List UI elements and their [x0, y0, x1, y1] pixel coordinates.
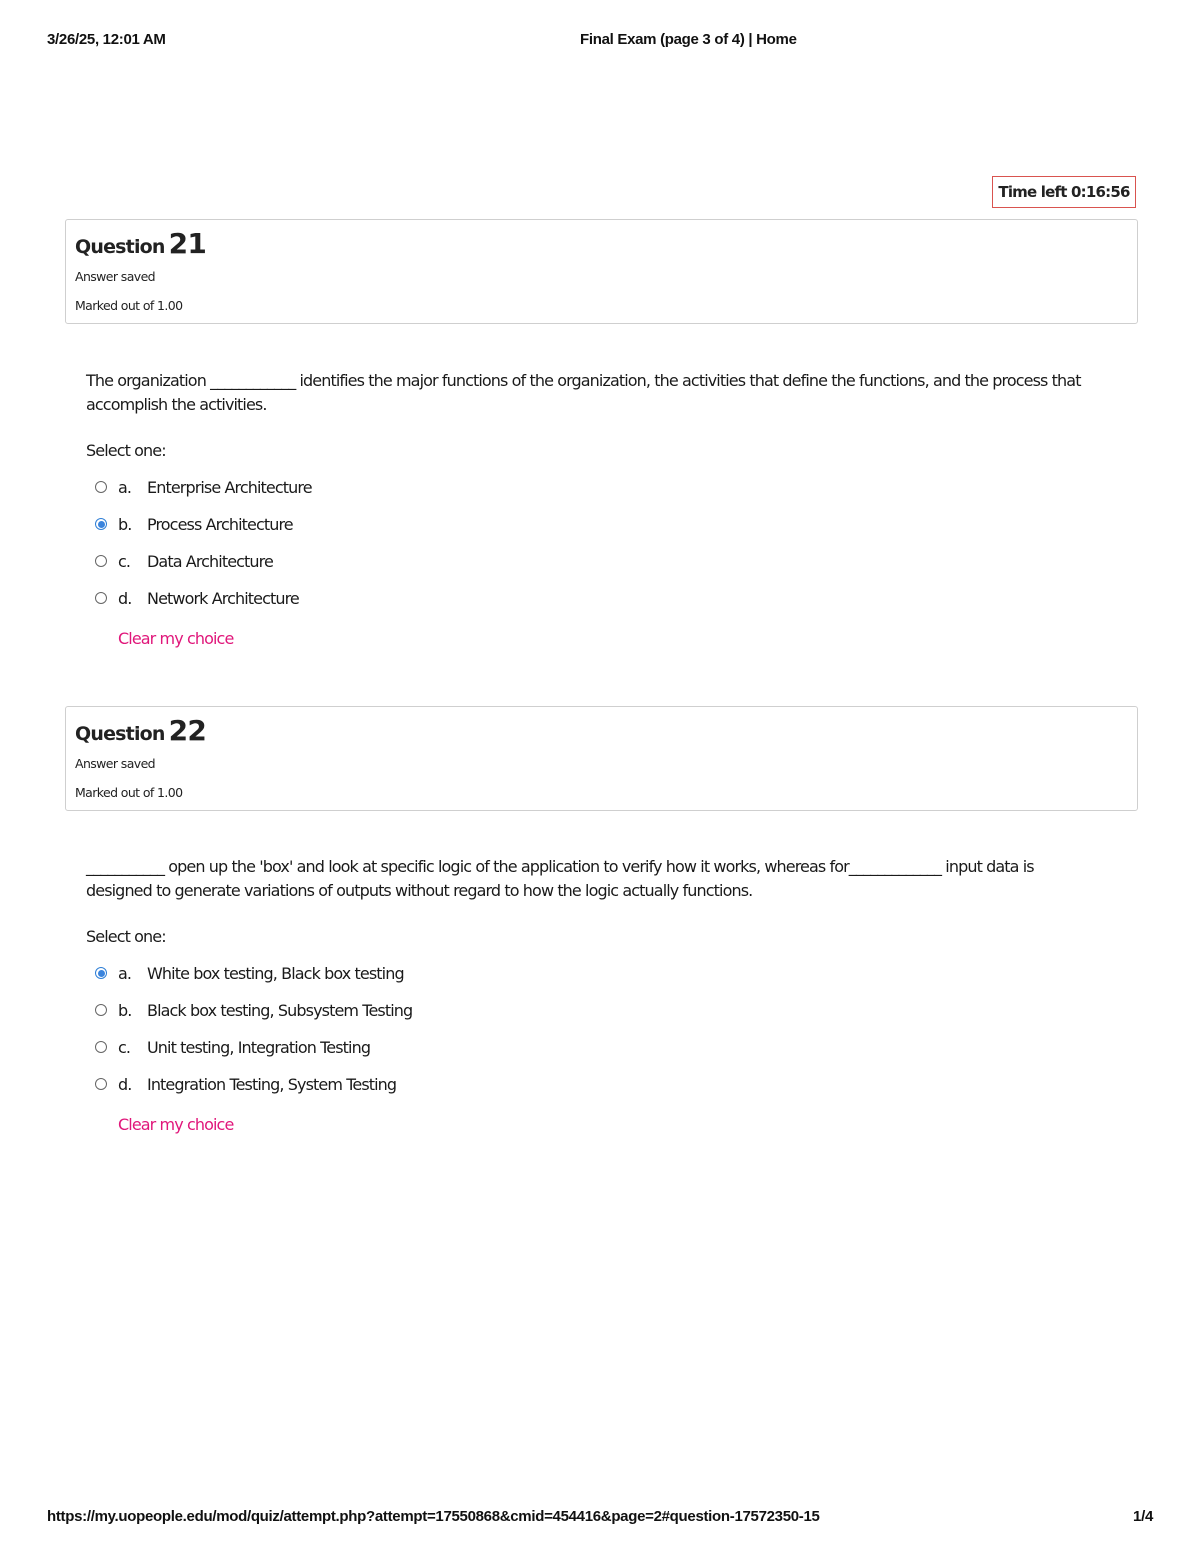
radio-button[interactable] — [95, 1041, 107, 1053]
print-page-number: 1/4 — [1133, 1508, 1153, 1525]
option-21-c[interactable] — [95, 550, 273, 572]
option-label: Integration Testing, System Testing — [147, 1074, 397, 1094]
option-label: Unit testing, Integration Testing — [147, 1037, 371, 1057]
option-21-d[interactable] — [95, 587, 299, 609]
radio-button[interactable] — [95, 1078, 107, 1090]
option-letter: b. — [118, 514, 132, 534]
question-state: Answer saved — [75, 269, 156, 284]
question-heading — [75, 715, 1128, 750]
select-one-prompt: Select one: — [86, 927, 166, 946]
option-label: Data Architecture — [147, 551, 273, 571]
option-letter: c. — [118, 551, 131, 571]
question-heading — [75, 228, 1128, 263]
quiz-timer — [992, 176, 1136, 208]
option-label: Network Architecture — [147, 588, 299, 608]
question-number: 22 — [168, 714, 207, 747]
question-grade: Marked out of 1.00 — [75, 298, 183, 313]
question-state: Answer saved — [75, 756, 156, 771]
option-21-b[interactable] — [95, 513, 293, 535]
question-text-21: The organization ____________ identifies the major functions of the organization, the activities that define the functions, and the process that accomplish the activities. — [86, 371, 1081, 414]
clear-my-choice-link[interactable]: Clear my choice — [118, 1115, 234, 1134]
question-grade: Marked out of 1.00 — [75, 785, 183, 800]
option-letter: a. — [118, 963, 132, 983]
option-letter: d. — [118, 588, 132, 608]
option-letter: c. — [118, 1037, 131, 1057]
radio-button-selected[interactable] — [95, 518, 107, 530]
radio-button[interactable] — [95, 555, 107, 567]
option-letter: d. — [118, 1074, 132, 1094]
question-info-21 — [65, 219, 1138, 324]
radio-button[interactable] — [95, 592, 107, 604]
option-label: Black box testing, Subsystem Testing — [147, 1000, 413, 1020]
option-label: Process Architecture — [147, 514, 293, 534]
select-one-prompt: Select one: — [86, 441, 166, 460]
radio-button[interactable] — [95, 1004, 107, 1016]
option-22-b[interactable] — [95, 999, 412, 1021]
question-heading-label: Question — [75, 236, 165, 258]
timer-label: Time left 0:16:56 — [998, 183, 1130, 201]
question-text-22: ___________ open up the 'box' and look at specific logic of the application to verify how it works, whereas for_____________ input data is designed to generate variations of outputs without regard to how the logic actually functions. — [86, 857, 1034, 900]
print-datetime: 3/26/25, 12:01 AM — [47, 31, 166, 48]
option-letter: b. — [118, 1000, 132, 1020]
option-22-d[interactable] — [95, 1073, 396, 1095]
option-label: Enterprise Architecture — [147, 477, 312, 497]
option-22-a[interactable] — [95, 962, 404, 984]
radio-button[interactable] — [95, 481, 107, 493]
option-21-a[interactable] — [95, 476, 312, 498]
option-letter: a. — [118, 477, 132, 497]
question-number: 21 — [168, 227, 207, 260]
print-page-title: Final Exam (page 3 of 4) | Home — [580, 31, 797, 48]
option-label: White box testing, Black box testing — [147, 963, 404, 983]
clear-my-choice-link[interactable]: Clear my choice — [118, 629, 234, 648]
question-heading-label: Question — [75, 723, 165, 745]
print-url: https://my.uopeople.edu/mod/quiz/attempt.php?attempt=17550868&cmid=454416&page=2#question-17572350-15 — [47, 1508, 820, 1525]
question-info-22 — [65, 706, 1138, 811]
radio-button-selected[interactable] — [95, 967, 107, 979]
option-22-c[interactable] — [95, 1036, 370, 1058]
